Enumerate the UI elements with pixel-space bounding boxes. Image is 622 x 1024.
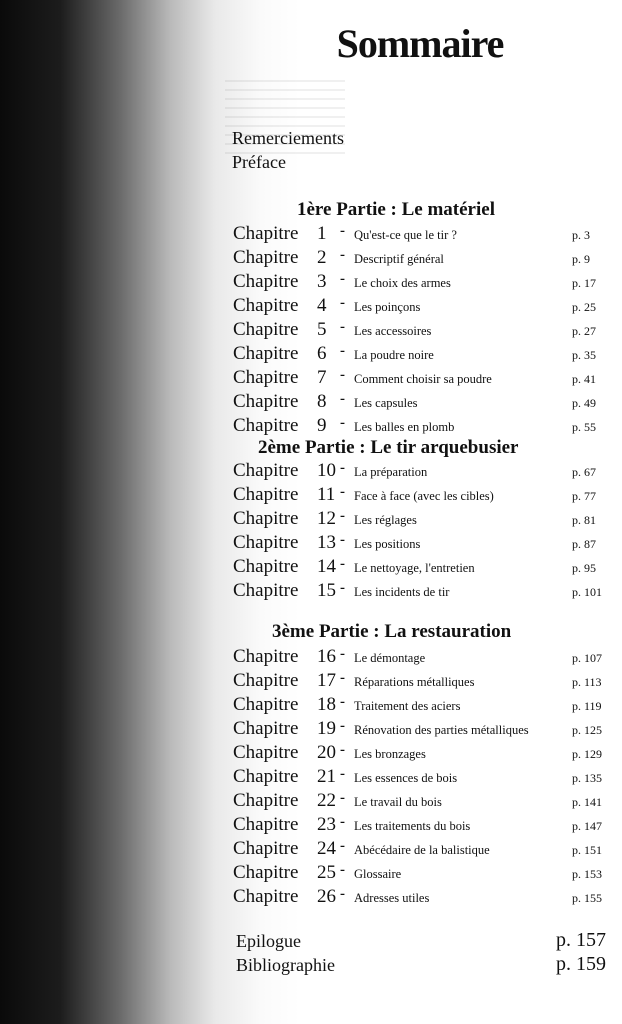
chapter-page: p. 141 — [572, 795, 602, 809]
chapter-title: Les essences de bois — [354, 771, 458, 785]
toc-chapter-row — [0, 670, 622, 694]
back-matter-bibliography: Bibliographie — [236, 955, 335, 975]
toc-chapter-row — [0, 484, 622, 508]
part-heading-2: 2ème Partie : Le tir arquebusier — [258, 437, 519, 458]
chapter-title: Les traitements du bois — [354, 819, 471, 833]
chapter-page: p. 135 — [572, 771, 602, 785]
chapter-separator: - — [340, 718, 345, 734]
chapter-page: p. 35 — [572, 348, 596, 362]
front-matter-preface: Préface — [232, 152, 286, 172]
chapter-number: 15 — [317, 580, 336, 601]
chapter-title: Abécédaire de la balistique — [354, 843, 490, 857]
toc-chapter-row — [0, 862, 622, 886]
chapter-title: Les bronzages — [354, 747, 426, 761]
chapter-separator: - — [340, 295, 345, 311]
toc-chapter-row — [0, 718, 622, 742]
toc-chapter-row — [0, 415, 622, 439]
chapter-separator: - — [340, 319, 345, 335]
chapter-number: 22 — [317, 790, 336, 811]
chapter-label: Chapitre — [233, 556, 299, 577]
chapter-label: Chapitre — [233, 646, 299, 667]
chapter-number: 20 — [317, 742, 336, 763]
chapter-page: p. 107 — [572, 651, 602, 665]
chapter-label: Chapitre — [233, 319, 299, 340]
chapter-number: 18 — [317, 694, 336, 715]
chapter-label: Chapitre — [233, 766, 299, 787]
chapter-number: 5 — [317, 319, 327, 340]
chapter-label: Chapitre — [233, 742, 299, 763]
chapter-label: Chapitre — [233, 838, 299, 859]
chapter-title: Le nettoyage, l'entretien — [354, 561, 475, 575]
back-matter-bibliography-page: p. 159 — [556, 953, 606, 975]
chapter-separator: - — [340, 790, 345, 806]
chapter-separator: - — [340, 886, 345, 902]
chapter-separator: - — [340, 343, 345, 359]
chapter-title: Les capsules — [354, 396, 418, 410]
chapter-title: Le choix des armes — [354, 276, 451, 290]
chapter-title: La préparation — [354, 465, 428, 479]
chapter-page: p. 77 — [572, 489, 596, 503]
chapter-title: Réparations métalliques — [354, 675, 475, 689]
chapter-page: p. 41 — [572, 372, 596, 386]
chapter-title: Face à face (avec les cibles) — [354, 489, 494, 503]
chapter-title: Qu'est-ce que le tir ? — [354, 228, 457, 242]
chapter-number: 16 — [317, 646, 336, 667]
chapter-page: p. 101 — [572, 585, 602, 599]
chapter-page: p. 81 — [572, 513, 596, 527]
toc-chapter-row — [0, 742, 622, 766]
part-heading-3: 3ème Partie : La restauration — [272, 621, 512, 642]
toc-chapter-row — [0, 508, 622, 532]
chapter-title: Le démontage — [354, 651, 426, 665]
chapter-number: 3 — [317, 271, 327, 292]
chapter-title: Adresses utiles — [354, 891, 430, 905]
chapter-number: 6 — [317, 343, 327, 364]
chapter-title: Les réglages — [354, 513, 417, 527]
chapter-title: Comment choisir sa poudre — [354, 372, 492, 386]
toc-chapter-row — [0, 247, 622, 271]
chapter-page: p. 27 — [572, 324, 596, 338]
chapter-number: 1 — [317, 223, 327, 244]
chapter-title: Les poinçons — [354, 300, 421, 314]
chapter-label: Chapitre — [233, 460, 299, 481]
chapter-separator: - — [340, 484, 345, 500]
chapter-title: Glossaire — [354, 867, 402, 881]
chapter-page: p. 67 — [572, 465, 596, 479]
chapter-number: 12 — [317, 508, 336, 529]
chapter-label: Chapitre — [233, 862, 299, 883]
chapter-title: Les balles en plomb — [354, 420, 455, 434]
chapter-page: p. 125 — [572, 723, 602, 737]
chapter-separator: - — [340, 391, 345, 407]
toc-chapter-row — [0, 460, 622, 484]
page-title: Sommaire — [336, 21, 504, 66]
chapter-label: Chapitre — [233, 484, 299, 505]
chapter-number: 10 — [317, 460, 336, 481]
chapter-label: Chapitre — [233, 247, 299, 268]
chapter-title: Rénovation des parties métalliques — [354, 723, 529, 737]
chapter-number: 11 — [317, 484, 336, 505]
chapter-title: Le travail du bois — [354, 795, 442, 809]
toc-chapter-row — [0, 271, 622, 295]
chapter-separator: - — [340, 862, 345, 878]
chapter-page: p. 49 — [572, 396, 596, 410]
chapter-page: p. 25 — [572, 300, 596, 314]
chapter-label: Chapitre — [233, 814, 299, 835]
toc-chapter-row — [0, 391, 622, 415]
chapter-label: Chapitre — [233, 694, 299, 715]
chapter-separator: - — [340, 223, 345, 239]
chapter-separator: - — [340, 247, 345, 263]
chapter-number: 8 — [317, 391, 327, 412]
chapter-label: Chapitre — [233, 343, 299, 364]
chapter-label: Chapitre — [233, 508, 299, 529]
chapter-separator: - — [340, 460, 345, 476]
chapter-page: p. 119 — [572, 699, 602, 713]
chapter-page: p. 151 — [572, 843, 602, 857]
chapter-separator: - — [340, 814, 345, 830]
toc-chapter-row — [0, 886, 622, 910]
chapter-label: Chapitre — [233, 790, 299, 811]
toc-chapter-row — [0, 367, 622, 391]
chapter-page: p. 129 — [572, 747, 602, 761]
chapter-number: 21 — [317, 766, 336, 787]
toc-chapter-row — [0, 343, 622, 367]
chapter-number: 26 — [317, 886, 336, 907]
chapter-number: 2 — [317, 247, 327, 268]
chapter-title: Traitement des aciers — [354, 699, 461, 713]
chapter-label: Chapitre — [233, 391, 299, 412]
toc-chapter-row — [0, 766, 622, 790]
chapter-label: Chapitre — [233, 580, 299, 601]
chapter-label: Chapitre — [233, 223, 299, 244]
toc-chapter-row — [0, 580, 622, 604]
chapter-separator: - — [340, 271, 345, 287]
toc-chapter-row — [0, 532, 622, 556]
chapter-page: p. 113 — [572, 675, 602, 689]
chapter-page: p. 95 — [572, 561, 596, 575]
chapter-title: Les positions — [354, 537, 421, 551]
chapter-title: Les incidents de tir — [354, 585, 450, 599]
chapter-separator: - — [340, 532, 345, 548]
chapter-label: Chapitre — [233, 532, 299, 553]
chapter-number: 13 — [317, 532, 336, 553]
chapter-separator: - — [340, 766, 345, 782]
toc-chapter-row — [0, 790, 622, 814]
chapter-separator: - — [340, 580, 345, 596]
chapter-page: p. 153 — [572, 867, 602, 881]
chapter-number: 14 — [317, 556, 336, 577]
back-matter-epilogue: Epilogue — [236, 931, 301, 951]
toc-chapter-row — [0, 319, 622, 343]
toc-chapter-row — [0, 838, 622, 862]
chapter-page: p. 147 — [572, 819, 602, 833]
chapter-label: Chapitre — [233, 886, 299, 907]
chapter-number: 24 — [317, 838, 336, 859]
chapter-title: La poudre noire — [354, 348, 434, 362]
chapter-separator: - — [340, 646, 345, 662]
chapter-page: p. 55 — [572, 420, 596, 434]
toc-chapter-row — [0, 223, 622, 247]
front-matter-acknowledgements: Remerciements — [232, 128, 344, 148]
chapter-number: 9 — [317, 415, 327, 436]
chapter-label: Chapitre — [233, 415, 299, 436]
chapter-label: Chapitre — [233, 295, 299, 316]
chapter-number: 23 — [317, 814, 336, 835]
chapter-title: Descriptif général — [354, 252, 444, 266]
chapter-title: Les accessoires — [354, 324, 432, 338]
chapter-number: 4 — [317, 295, 327, 316]
chapter-separator: - — [340, 694, 345, 710]
chapter-page: p. 155 — [572, 891, 602, 905]
chapter-separator: - — [340, 742, 345, 758]
toc-chapter-row — [0, 646, 622, 670]
toc-chapter-row — [0, 556, 622, 580]
chapter-number: 17 — [317, 670, 336, 691]
chapter-page: p. 87 — [572, 537, 596, 551]
chapter-label: Chapitre — [233, 367, 299, 388]
chapter-number: 19 — [317, 718, 336, 739]
chapter-label: Chapitre — [233, 670, 299, 691]
chapter-separator: - — [340, 508, 345, 524]
back-matter-epilogue-page: p. 157 — [556, 929, 606, 951]
chapter-separator: - — [340, 367, 345, 383]
chapter-label: Chapitre — [233, 718, 299, 739]
part-heading-1: 1ère Partie : Le matériel — [297, 199, 495, 220]
toc-chapter-row — [0, 814, 622, 838]
chapter-number: 7 — [317, 367, 327, 388]
chapter-separator: - — [340, 415, 345, 431]
toc-chapter-row — [0, 295, 622, 319]
chapter-separator: - — [340, 670, 345, 686]
chapter-separator: - — [340, 838, 345, 854]
chapter-page: p. 9 — [572, 252, 590, 266]
chapter-page: p. 3 — [572, 228, 590, 242]
chapter-number: 25 — [317, 862, 336, 883]
chapter-label: Chapitre — [233, 271, 299, 292]
chapter-page: p. 17 — [572, 276, 596, 290]
toc-chapter-row — [0, 694, 622, 718]
chapter-separator: - — [340, 556, 345, 572]
